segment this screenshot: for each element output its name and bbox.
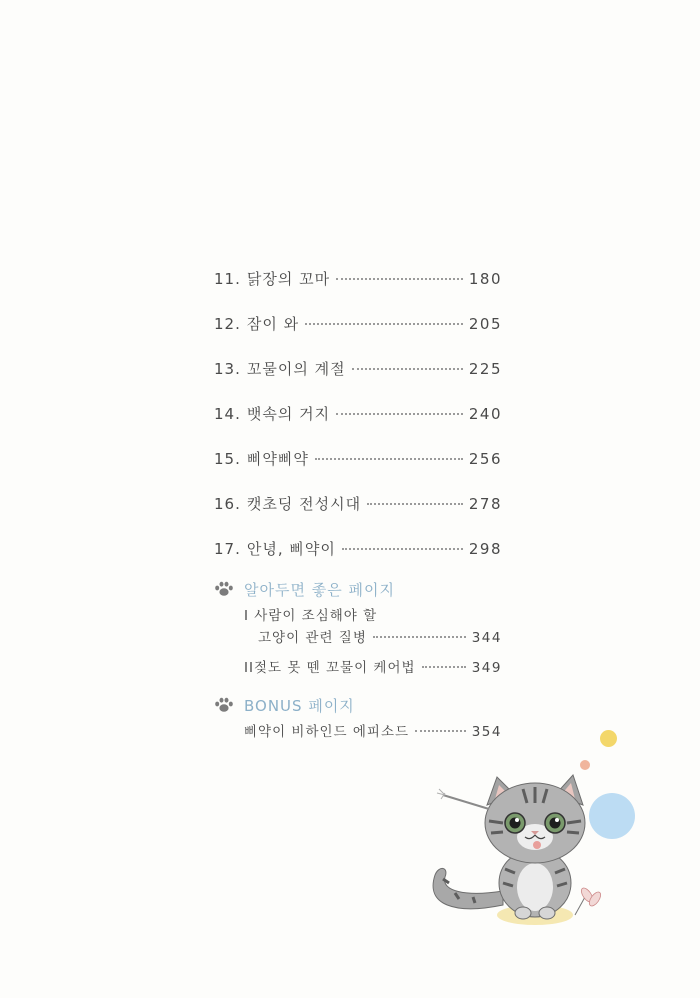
extra-item2-row[interactable] (244, 656, 502, 682)
toc-row-16[interactable] (214, 493, 502, 523)
cat-illustration (415, 765, 635, 935)
chapter-page: 240 (468, 405, 502, 423)
chapter-page: 278 (468, 495, 502, 513)
extra-item1-page: 344 (471, 630, 502, 646)
table-of-contents (214, 268, 502, 750)
leader-dots (305, 323, 463, 325)
chapter-number: 14. (214, 405, 241, 423)
toc-row-13[interactable] (214, 358, 502, 388)
chapter-title: 꼬물이의 계절 (246, 360, 346, 378)
chapter-page: 225 (468, 360, 502, 378)
bonus-item-title: 삐약이 비하인드 에피소드 (244, 724, 410, 740)
extra-item2-title: II젖도 못 뗀 꼬물이 케어법 (244, 660, 416, 676)
bonus-item-row[interactable] (214, 720, 502, 750)
bonus-section-heading (214, 690, 502, 720)
toc-row-15[interactable] (214, 448, 502, 478)
chapter-title: 뱃속의 거지 (246, 405, 331, 423)
chapter-page: 205 (468, 315, 502, 333)
toc-row-14[interactable] (214, 403, 502, 433)
chapter-number: 12. (214, 315, 241, 333)
extra-item1-row[interactable] (244, 626, 502, 652)
chapter-number: 17. (214, 540, 241, 558)
extra-item1-line2: 고양이 관련 질병 (258, 630, 367, 646)
extra-item2-page: 349 (471, 660, 502, 676)
chapter-number: 11. (214, 270, 241, 288)
chapter-title: 닭장의 꼬마 (246, 270, 331, 288)
chapter-title: 잠이 와 (246, 315, 300, 333)
leader-dots (336, 413, 463, 415)
yellow-dot-decoration (600, 730, 617, 747)
extra-section-title: 알아두면 좋은 페이지 (244, 580, 395, 599)
leader-dots (352, 368, 463, 370)
extra-section-heading (214, 574, 502, 604)
paw-icon (214, 581, 234, 597)
chapter-number: 15. (214, 450, 241, 468)
leader-dots (367, 503, 463, 505)
chapter-title: 캣초딩 전성시대 (246, 495, 362, 513)
leader-dots (415, 730, 466, 732)
toc-row-17[interactable] (214, 538, 502, 568)
leader-dots (422, 666, 466, 668)
chapter-page: 180 (468, 270, 502, 288)
bonus-section-title: BONUS 페이지 (244, 696, 355, 715)
chapter-number: 13. (214, 360, 241, 378)
chapter-number: 16. (214, 495, 241, 513)
leader-dots (315, 458, 463, 460)
chapter-page: 256 (468, 450, 502, 468)
extra-item1-line1[interactable]: I 사람이 조심해야 할 (244, 608, 378, 624)
chapter-title: 삐약삐약 (246, 450, 309, 468)
leader-dots (342, 548, 463, 550)
extra-section-items (214, 604, 502, 682)
leader-dots (373, 636, 466, 638)
chapter-title: 안녕, 삐약이 (246, 540, 336, 558)
leader-dots (336, 278, 463, 280)
bonus-item-page: 354 (471, 724, 502, 740)
toc-row-12[interactable] (214, 313, 502, 343)
chapter-page: 298 (468, 540, 502, 558)
paw-icon (214, 697, 234, 713)
toc-row-11[interactable] (214, 268, 502, 298)
